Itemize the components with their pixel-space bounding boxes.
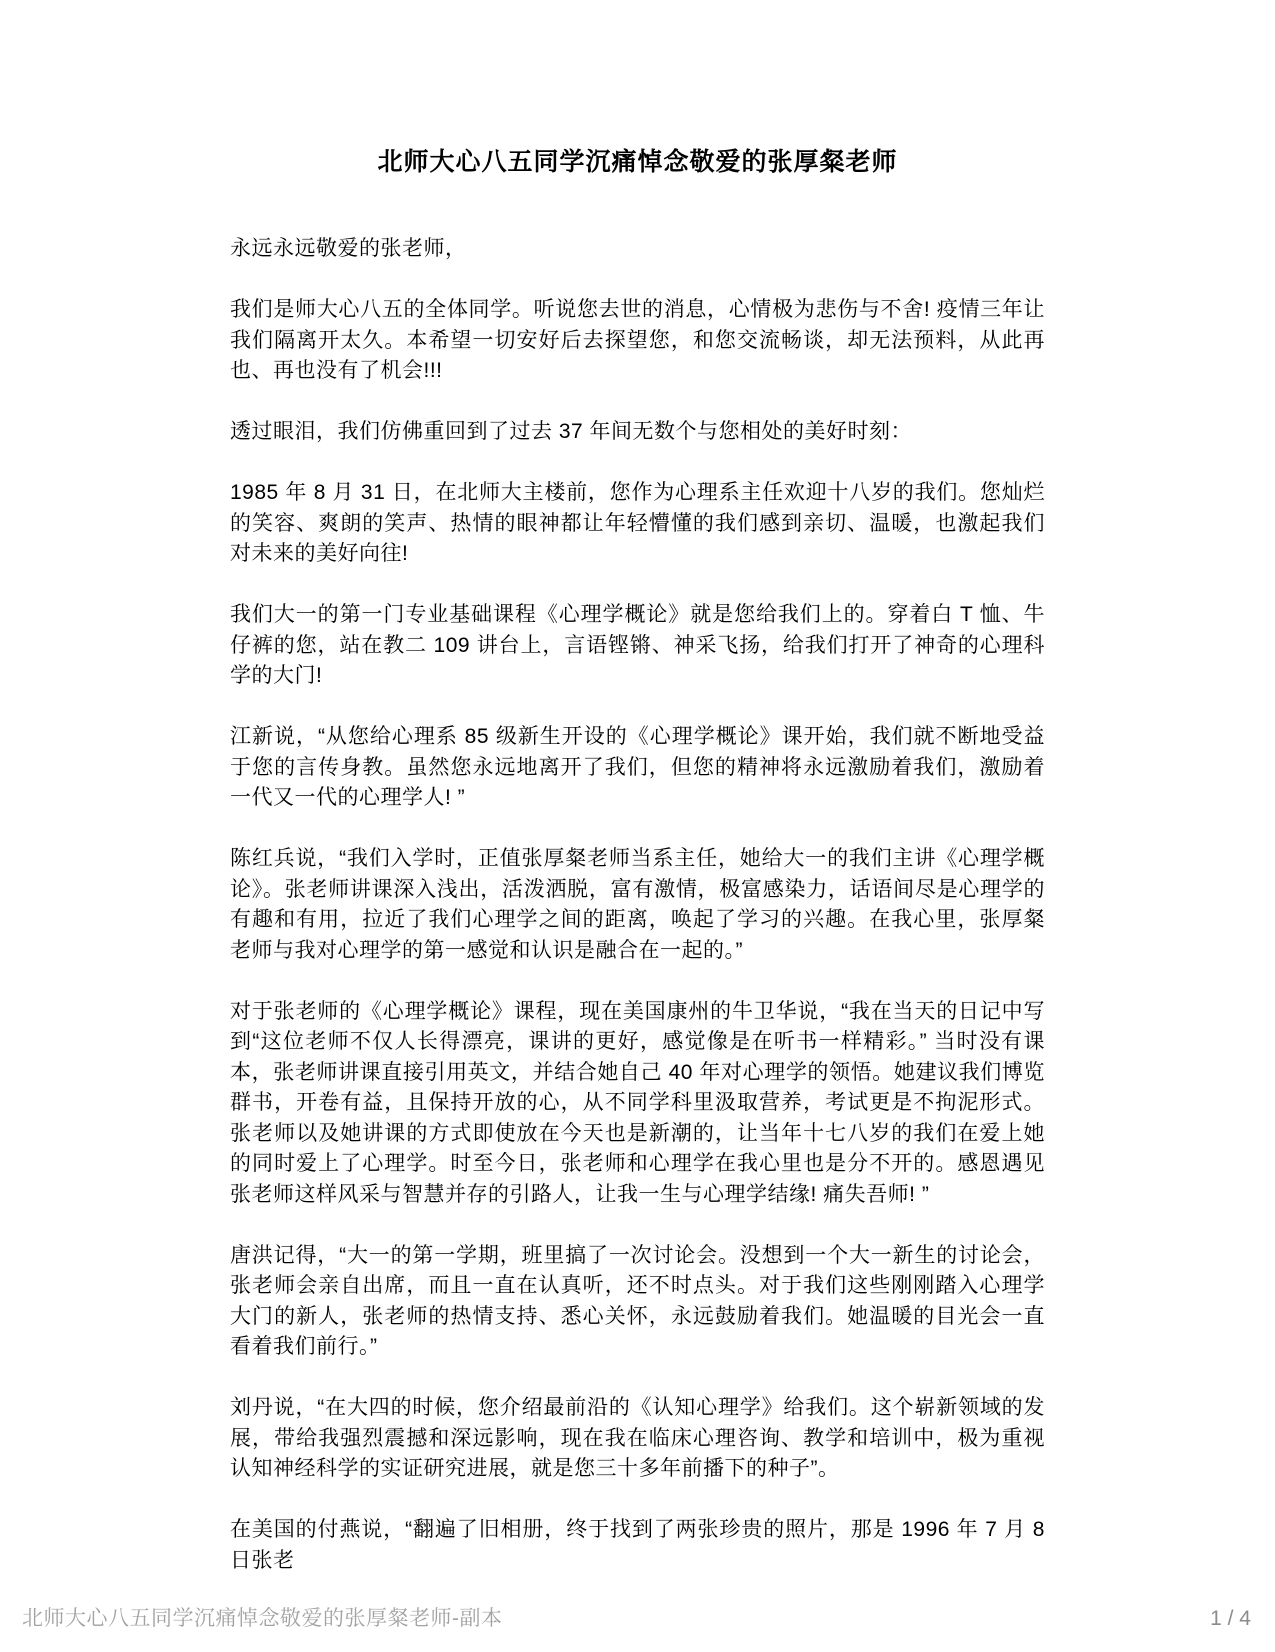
paragraph: 唐洪记得，“大一的第一学期，班里搞了一次讨论会。没想到一个大一新生的讨论会，张老师会亲自出席，而且一直在认真听，还不时点头。对于我们这些刚刚踏入心理学大门的新人，张老师的热情支持、悉心关怀，永远鼓励着我们。她温暖的目光会一直看着我们前行。” — [230, 1243, 1045, 1358]
document-title: 北师大心八五同学沉痛悼念敬爱的张厚粲老师 — [377, 148, 898, 176]
paragraph: 1985 年 8 月 31 日，在北师大主楼前，您作为心理系主任欢迎十八岁的我们。您灿烂的笑容、爽朗的笑声、热情的眼神都让年轻懵懂的我们感到亲切、温暖，也激起我们对未来的美好向往! — [230, 481, 1045, 565]
paragraph: 永远永远敬爱的张老师， — [230, 237, 467, 260]
document-content — [230, 147, 1045, 1576]
paragraph: 江新说，“从您给心理系 85 级新生开设的《心理学概论》课开始，我们就不断地受益于您的言传身教。虽然您永远地离开了我们，但您的精神将永远激励着我们，激励着一代又一代的心理学人! ” — [230, 725, 1045, 809]
paragraph: 透过眼泪，我们仿佛重回到了过去 37 年间无数个与您相处的美好时刻： — [230, 420, 913, 443]
footer-page-indicator: 1 / 4 — [1210, 1607, 1251, 1630]
paragraph: 在美国的付燕说，“翻遍了旧相册，终于找到了两张珍贵的照片，那是 1996 年 7 月 8 日张老 — [230, 1518, 1045, 1572]
paragraph: 对于张老师的《心理学概论》课程，现在美国康州的牛卫华说，“我在当天的日记中写到“这位老师不仅人长得漂亮，课讲的更好，感觉像是在听书一样精彩。” 当时没有课本，张老师讲课直接引用英文，并结合她自己 40 年对心理学的领悟。她建议我们博览群书，开卷有益，且保持开放的心，从不同学科里汲取营养，考试更是不拘泥形式。张老师以及她讲课的方式即使放在今天也是新潮的，让当年十七八岁的我们在爱上她的同时爱上了心理学。时至今日，张老师和心理学在我心里也是分不开的。感恩遇见张老师这样风采与智慧并存的引路人，让我一生与心理学结缘! 痛失吾师! ” — [230, 999, 1045, 1206]
status-bar — [22, 1602, 1251, 1632]
paragraph: 陈红兵说，“我们入学时，正值张厚粲老师当系主任，她给大一的我们主讲《心理学概论》。张老师讲课深入浅出，活泼洒脱，富有激情，极富感染力，话语间尽是心理学的有趣和有用，拉近了我们心理学之间的距离，唤起了学习的兴趣。在我心里，张厚粲老师与我对心理学的第一感觉和认识是融合在一起的。” — [230, 847, 1045, 962]
paragraph-list — [230, 234, 1045, 1576]
paragraph: 我们是师大心八五的全体同学。听说您去世的消息，心情极为悲伤与不舍! 疫情三年让我们隔离开太久。本希望一切安好后去探望您，和您交流畅谈，却无法预料，从此再也、再也没有了机会!!! — [230, 298, 1045, 382]
paragraph: 我们大一的第一门专业基础课程《心理学概论》就是您给我们上的。穿着白 T 恤、牛仔裤的您，站在教二 109 讲台上，言语铿锵、神采飞扬，给我们打开了神奇的心理科学的大门! — [230, 603, 1045, 687]
paragraph: 刘丹说，“在大四的时候，您介绍最前沿的《认知心理学》给我们。这个崭新领域的发展，带给我强烈震撼和深远影响，现在我在临床心理咨询、教学和培训中，极为重视认知神经科学的实证研究进展，就是您三十多年前播下的种子”。 — [230, 1396, 1045, 1480]
footer-document-name: 北师大心八五同学沉痛悼念敬爱的张厚粲老师-副本 — [22, 1607, 503, 1630]
